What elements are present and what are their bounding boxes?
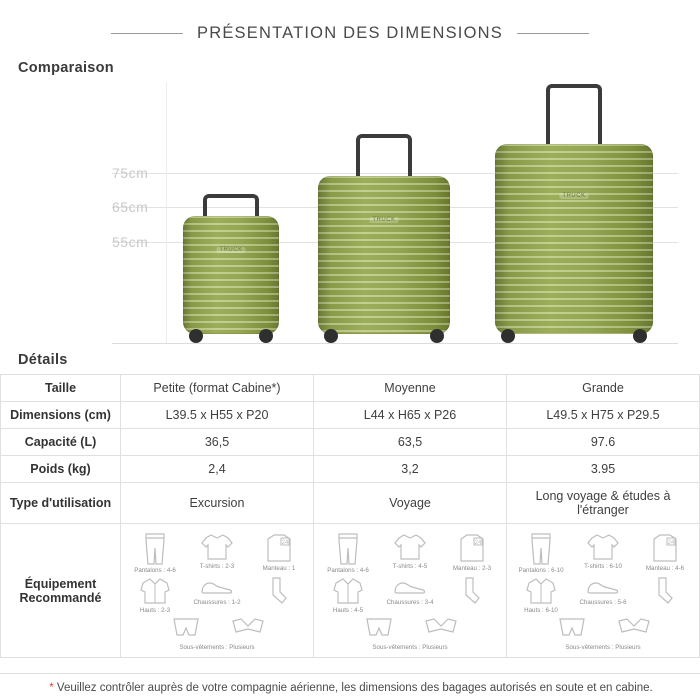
equipment-item xyxy=(382,532,438,574)
page-title: PRÉSENTATION DES DIMENSIONS xyxy=(197,23,503,42)
equipment-item xyxy=(320,576,376,614)
equipment-caption: T-shirts : 4-5 xyxy=(392,563,428,570)
row-head-capacite: Capacité (L) xyxy=(1,429,121,456)
equipment-grid xyxy=(316,528,504,651)
footnote-text: Veuillez contrôler auprès de votre compagnie aérienne, les dimensions des bagages autorisés en soute et en cabine. xyxy=(53,682,653,694)
guide-label-75: 75cm xyxy=(112,165,149,181)
suitcase-large-logo: TRUCK xyxy=(559,193,588,199)
suitcase-medium-logo: TRUCK xyxy=(369,217,398,223)
svg-text:24: 24 xyxy=(667,540,675,546)
shoes-icon xyxy=(585,576,621,598)
pants-icon xyxy=(140,532,170,566)
suitcase-large xyxy=(495,84,653,334)
suitcase-medium-body xyxy=(318,176,450,334)
equipment-item xyxy=(637,532,693,574)
guide-label-65: 65cm xyxy=(112,199,149,215)
socks-icon xyxy=(459,576,485,606)
shirt-icon xyxy=(138,576,172,606)
cell-utilisation-moyenne: Voyage xyxy=(314,483,507,524)
shoes-icon xyxy=(199,576,235,598)
pants-icon xyxy=(526,532,556,566)
equipment-item xyxy=(189,576,245,614)
briefs-icon xyxy=(557,616,587,640)
equipment-caption: Hauts : 4-5 xyxy=(332,607,364,614)
wheel-icon xyxy=(189,329,203,343)
wheel-icon xyxy=(501,329,515,343)
header-rule-left xyxy=(111,33,183,34)
suitcase-large-handle xyxy=(546,84,602,144)
table-row xyxy=(1,402,700,429)
suitcase-small-wheels xyxy=(183,329,279,343)
equipment-caption: Chaussures : 1-2 xyxy=(193,599,241,606)
equipment-caption: Pantalons : 4-6 xyxy=(327,567,369,574)
cell-taille-petite: Petite (format Cabine*) xyxy=(121,375,314,402)
equipement-line2: Recommandé xyxy=(19,590,102,605)
equipment-caption: Chaussures : 3-4 xyxy=(386,599,434,606)
equipment-caption: T-shirts : 2-3 xyxy=(199,563,235,570)
equipment-item xyxy=(444,576,500,614)
svg-text:24: 24 xyxy=(474,540,482,546)
page-header xyxy=(0,0,700,52)
divider-line-left xyxy=(166,82,167,344)
cell-utilisation-grande: Long voyage & études à l'étranger xyxy=(507,483,700,524)
equipment-item xyxy=(544,616,600,641)
suitcase-medium-handle xyxy=(356,134,412,176)
cell-capacite-grande: 97.6 xyxy=(507,429,700,456)
wheel-icon xyxy=(259,329,273,343)
suitcase-small-body xyxy=(183,216,279,334)
equipment-item xyxy=(220,616,276,641)
briefs-icon xyxy=(171,616,201,640)
comparison-label: Comparaison xyxy=(18,60,114,76)
equipment-item xyxy=(320,532,376,574)
equipment-item xyxy=(382,576,438,614)
guide-label-55: 55cm xyxy=(112,234,149,250)
briefs-icon xyxy=(364,616,394,640)
table-row xyxy=(1,483,700,524)
coat-icon xyxy=(264,532,294,564)
cell-dimensions-petite: L39.5 x H55 x P20 xyxy=(121,402,314,429)
tshirt-icon xyxy=(200,532,234,562)
equipment-item xyxy=(316,643,504,651)
equipment-item xyxy=(127,532,183,574)
equipment-item xyxy=(606,616,662,641)
comparison-section xyxy=(0,52,700,344)
tshirt-icon xyxy=(393,532,427,562)
suitcase-large-body xyxy=(495,144,653,334)
equipment-item xyxy=(413,616,469,641)
bra-icon xyxy=(424,616,458,638)
socks-icon xyxy=(652,576,678,606)
row-head-dimensions: Dimensions (cm) xyxy=(1,402,121,429)
equipment-item xyxy=(513,532,569,574)
suitcase-medium-wheels xyxy=(318,329,450,343)
specifications-table xyxy=(0,374,700,658)
equipment-item xyxy=(127,576,183,614)
wheel-icon xyxy=(633,329,647,343)
equipment-item xyxy=(444,532,500,574)
table-row-equipment xyxy=(1,524,700,658)
equipment-caption: Pantalons : 4-6 xyxy=(134,567,176,574)
equipment-caption: T-shirts : 6-10 xyxy=(584,563,622,570)
footnote-star: * xyxy=(49,682,54,694)
cell-capacite-moyenne: 63,5 xyxy=(314,429,507,456)
equipment-item xyxy=(251,576,307,614)
comparison-baseline xyxy=(112,343,678,344)
svg-text:24: 24 xyxy=(281,540,289,546)
suitcase-medium xyxy=(318,134,450,334)
row-head-utilisation: Type d'utilisation xyxy=(1,483,121,524)
suitcase-small-logo: TRUCK xyxy=(216,247,245,253)
equipment-caption: Pantalons : 6-10 xyxy=(518,567,564,574)
shirt-icon xyxy=(331,576,365,606)
coat-icon xyxy=(457,532,487,564)
cell-poids-petite: 2,4 xyxy=(121,456,314,483)
cell-dimensions-grande: L49.5 x H75 x P29.5 xyxy=(507,402,700,429)
equipment-item xyxy=(123,643,311,651)
equipment-caption: Hauts : 2-3 xyxy=(139,607,171,614)
equipment-item xyxy=(575,532,631,574)
equipment-item xyxy=(513,576,569,614)
table-row xyxy=(1,429,700,456)
equipment-column-grande xyxy=(507,524,700,658)
bra-icon xyxy=(231,616,265,638)
equipment-caption: Manteau : 2-3 xyxy=(452,565,492,572)
equipment-item xyxy=(575,576,631,614)
equipment-item xyxy=(351,616,407,641)
row-head-equipement xyxy=(1,524,121,658)
row-head-poids: Poids (kg) xyxy=(1,456,121,483)
suitcase-small xyxy=(183,194,279,334)
cell-capacite-petite: 36,5 xyxy=(121,429,314,456)
cell-taille-grande: Grande xyxy=(507,375,700,402)
bra-icon xyxy=(617,616,651,638)
equipment-item xyxy=(158,616,214,641)
equipment-caption: Manteau : 1 xyxy=(262,565,296,572)
equipment-item xyxy=(637,576,693,614)
equipment-grid xyxy=(509,528,697,651)
equipment-caption: Sous-vêtements : Plusieurs xyxy=(565,644,641,651)
cell-utilisation-petite: Excursion xyxy=(121,483,314,524)
equipment-item xyxy=(189,532,245,574)
table-row xyxy=(1,456,700,483)
equipment-caption: Chaussures : 5-6 xyxy=(579,599,627,606)
shoes-icon xyxy=(392,576,428,598)
equipment-column-moyenne xyxy=(314,524,507,658)
shirt-icon xyxy=(524,576,558,606)
equipment-grid xyxy=(123,528,311,651)
equipment-item xyxy=(509,643,697,651)
cell-poids-grande: 3.95 xyxy=(507,456,700,483)
cell-taille-moyenne: Moyenne xyxy=(314,375,507,402)
wheel-icon xyxy=(430,329,444,343)
row-head-taille: Taille xyxy=(1,375,121,402)
cell-poids-moyenne: 3,2 xyxy=(314,456,507,483)
pants-icon xyxy=(333,532,363,566)
coat-icon xyxy=(650,532,680,564)
equipment-caption: Sous-vêtements : Plusieurs xyxy=(372,644,448,651)
equipment-caption: Hauts : 6-10 xyxy=(524,607,558,614)
equipment-column-petite xyxy=(121,524,314,658)
socks-icon xyxy=(266,576,292,606)
equipement-line1: Équipement xyxy=(24,576,97,591)
suitcase-large-wheels xyxy=(495,329,653,343)
suitcase-small-handle xyxy=(203,194,259,216)
tshirt-icon xyxy=(586,532,620,562)
equipment-item xyxy=(251,532,307,574)
cell-dimensions-moyenne: L44 x H65 x P26 xyxy=(314,402,507,429)
details-label: Détails xyxy=(18,352,68,368)
table-row xyxy=(1,375,700,402)
footnote xyxy=(0,673,700,700)
equipment-caption: Manteau : 4-6 xyxy=(645,565,685,572)
header-rule-right xyxy=(517,33,589,34)
equipment-caption: Sous-vêtements : Plusieurs xyxy=(179,644,255,651)
wheel-icon xyxy=(324,329,338,343)
